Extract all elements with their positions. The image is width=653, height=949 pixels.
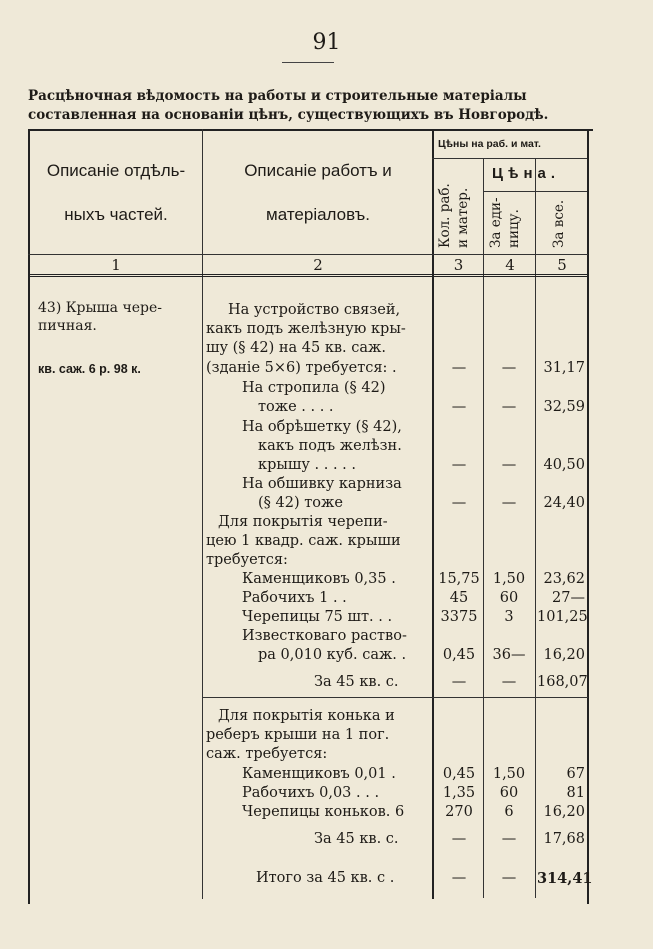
row-qty: — [451, 495, 467, 511]
header-col3-line2: и матер. [455, 187, 471, 248]
row-desc: цею 1 квадр. саж. крыши [206, 533, 401, 549]
prices-header-rule [432, 158, 587, 159]
row-desc: На стропила (§ 42) [242, 380, 386, 396]
row-unit-price: — [501, 457, 517, 473]
row-desc: За 45 кв. с. [314, 831, 399, 847]
row-total: 101,25 [537, 609, 588, 625]
header-col4-line2: ницу. [506, 209, 522, 248]
row-desc: Известковаго раство- [242, 628, 407, 644]
header-col2-line1: Описаніе работъ и [244, 161, 392, 180]
row-qty: 0,45 [442, 647, 476, 663]
document-title-line-2: составленная на основаніи цѣнъ, существующихъ въ Новгородѣ. [28, 107, 549, 123]
row-qty: 45 [449, 590, 469, 606]
row-desc: реберъ крыши на 1 пог. [206, 727, 390, 743]
row-desc: Рабочихъ 1 . . [242, 590, 347, 606]
col1-divider [202, 129, 203, 899]
row-qty: — [451, 457, 467, 473]
row-total: 24,40 [543, 495, 585, 511]
row-qty: — [451, 831, 467, 847]
row-desc: какъ подъ желѣзную кры- [206, 321, 406, 337]
row-desc: Рабочихъ 0,03 . . . [242, 785, 380, 801]
row-desc: Черепицы коньков. 6 [242, 804, 405, 820]
row-unit-price: — [501, 870, 517, 886]
row-desc: Для покрытія конька и [218, 708, 395, 724]
row-desc: Для покрытія черепи- [218, 514, 388, 530]
row-unit-price: — [501, 674, 517, 690]
header-col3-line1: Кол. раб. [437, 183, 453, 248]
document-title-line-1: Расцѣночная вѣдомость на работы и строительные матеріалы [28, 88, 527, 104]
row-total: 81 [566, 785, 585, 801]
column-number-2: 2 [313, 256, 323, 274]
header-price: Цѣна. [492, 165, 561, 182]
row-unit-price: — [501, 831, 517, 847]
page-number-rule [282, 62, 334, 63]
header-col1-line2: ныхъ частей. [64, 205, 168, 224]
row-unit-price: 3 [504, 609, 514, 625]
row-qty: — [451, 674, 467, 690]
column-number-4: 4 [505, 256, 515, 274]
row-unit-price: 60 [499, 590, 519, 606]
row-qty: — [451, 399, 467, 415]
col3-divider [483, 158, 484, 898]
row-qty: 15,75 [438, 571, 480, 587]
row-desc: Итого за 45 кв. с . [256, 870, 395, 886]
column-number-1: 1 [111, 256, 121, 274]
table-left-rule [28, 129, 30, 904]
row-qty: — [451, 870, 467, 886]
row-total: 32,59 [543, 399, 585, 415]
row-unit-price: 6 [504, 804, 514, 820]
row-total: 17,68 [543, 831, 585, 847]
section-title-line2: пичная. [38, 318, 97, 334]
table-right-rule [587, 129, 589, 904]
column-number-3: 3 [453, 256, 464, 274]
row-unit-price: — [501, 360, 517, 376]
row-qty: 270 [445, 804, 473, 820]
row-total: 67 [566, 766, 585, 782]
row-unit-price: — [501, 495, 517, 511]
column-number-5: 5 [557, 256, 567, 274]
header-prices-top: Цѣны на раб. и мат. [438, 138, 541, 150]
row-total: 168,07 [537, 674, 588, 690]
row-desc: Черепицы 75 шт. . . [242, 609, 393, 625]
section-price-note: кв. саж. 6 р. 98 к. [38, 362, 141, 376]
row-total: 16,20 [543, 647, 585, 663]
header-col5: За все. [551, 199, 567, 248]
row-unit-price: — [501, 399, 517, 415]
row-desc: крышу . . . . . [258, 457, 356, 473]
price-header-rule [483, 191, 587, 192]
row-desc: шу (§ 42) на 45 кв. саж. [206, 340, 386, 356]
header-bottom-rule [28, 254, 588, 255]
row-desc: Каменщиковъ 0,01 . [242, 766, 396, 782]
row-desc: На устройство связей, [228, 302, 401, 318]
row-total: 314,41 [537, 870, 593, 887]
row-total: 23,62 [543, 571, 585, 587]
row-qty: — [451, 360, 467, 376]
row-desc: (§ 42) тоже [258, 495, 343, 511]
row-qty: 3375 [440, 609, 478, 625]
row-qty: 1,35 [442, 785, 476, 801]
section-end-rule [202, 697, 588, 698]
page-number: 91 [312, 30, 341, 55]
row-desc: требуется: [206, 552, 288, 568]
row-unit-price: 60 [499, 785, 519, 801]
row-desc: На обшивку карниза [242, 476, 402, 492]
row-desc: На обрѣшетку (§ 42), [242, 419, 402, 435]
row-desc: саж. требуется: [206, 746, 328, 762]
row-desc: За 45 кв. с. [314, 674, 399, 690]
row-desc: какъ подъ желѣзн. [258, 438, 402, 454]
row-total: 16,20 [543, 804, 585, 820]
row-desc: ра 0,010 куб. саж. . [258, 647, 407, 663]
column-numbers-rule [28, 274, 588, 277]
header-col2-line2: матеріаловъ. [266, 205, 370, 224]
row-total: 40,50 [543, 457, 585, 473]
header-col4-line1: За еди- [488, 197, 504, 248]
row-unit-price: 1,50 [492, 766, 526, 782]
row-qty: 0,45 [442, 766, 476, 782]
row-unit-price: 1,50 [492, 571, 526, 587]
row-total: 27— [552, 590, 585, 606]
table-top-rule [28, 129, 593, 131]
row-unit-price: 36— [492, 647, 526, 663]
section-title-line1: 43) Крыша чере- [38, 300, 162, 316]
header-col1-line1: Описаніе отдѣль- [46, 161, 186, 180]
row-desc: Каменщиковъ 0,35 . [242, 571, 396, 587]
row-desc: (зданіе 5×6) требуется: . [206, 360, 397, 376]
row-desc: тоже . . . . [258, 399, 334, 415]
col4-divider [535, 158, 536, 898]
row-total: 31,17 [543, 360, 585, 376]
col2-divider [432, 129, 434, 899]
